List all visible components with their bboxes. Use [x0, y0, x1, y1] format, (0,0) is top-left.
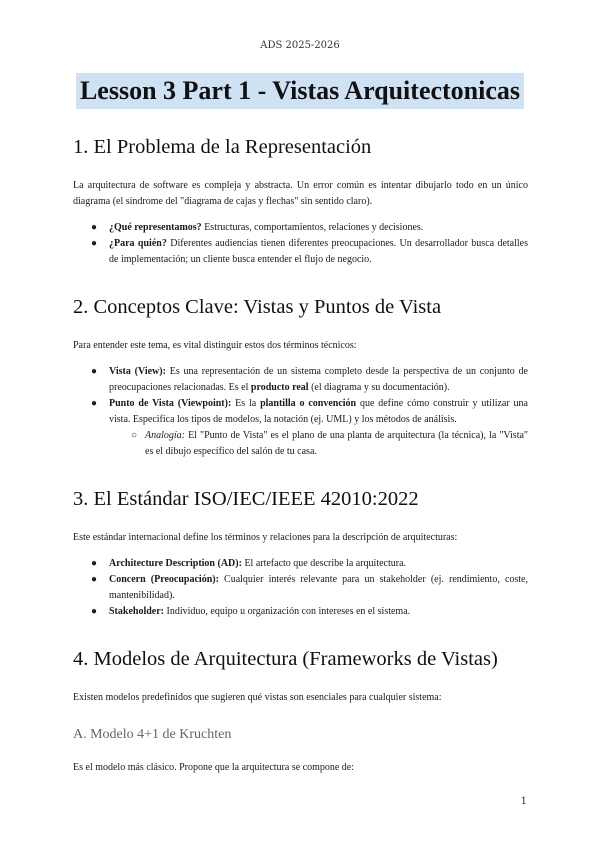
list-item	[73, 396, 528, 428]
term-text: que define cómo construir y utilizar una vista. Especifica los tipos de modelos, la notación (ej. UML) y los métodos de análisis.	[109, 398, 528, 425]
document-title: Lesson 3 Part 1 - Vistas Arquitectonicas	[76, 73, 524, 109]
term-text: Es una representación de un sistema completo desde la perspectiva de un conjunto de preocupaciones relacionadas. Es el	[109, 366, 528, 393]
section-3-list	[73, 556, 528, 620]
analogy-label: Analogía:	[145, 430, 185, 441]
term-text: Es la	[231, 398, 261, 409]
list-item	[73, 236, 528, 268]
term-text: (el diagrama y su documentación).	[308, 382, 450, 393]
term-text: Cualquier interés relevante para un stakeholder (ej. rendimiento, coste, mantenibilidad).	[109, 574, 528, 601]
section-1-paragraph: La arquitectura de software es compleja y abstracta. Un error común es intentar dibujarlo todo en un único diagrama (el síndrome del "diagrama de cajas y flechas" sin sentido claro).	[73, 180, 528, 207]
term-text: El artefacto que describe la arquitectura.	[241, 558, 407, 569]
subsection-heading: A. Modelo 4+1 de Kruchten	[73, 727, 232, 742]
term-label: Stakeholder:	[109, 606, 164, 617]
bullet-icon: ●	[91, 558, 98, 569]
list-item	[73, 572, 528, 604]
analogy-text: El "Punto de Vista" es el plano de una planta de arquitectura (la técnica), la "Vista" es el dibujo específico del salón de tu casa.	[145, 430, 528, 457]
title-container	[0, 73, 600, 109]
bullet-icon: ●	[91, 606, 98, 617]
page-number: 1	[520, 796, 527, 807]
bullet-icon: ●	[91, 238, 98, 249]
bullet-icon: ●	[91, 398, 98, 409]
term-emphasis: producto real	[250, 382, 309, 393]
section-4-paragraph: Existen modelos predefinidos que sugieren qué vistas son esenciales para cualquier sistema:	[73, 692, 442, 703]
term-label: Vista (View):	[109, 366, 166, 377]
section-2-paragraph: Para entender este tema, es vital distinguir estos dos términos técnicos:	[73, 340, 357, 351]
term-label: Architecture Description (AD):	[109, 558, 242, 569]
section-1-heading: 1. El Problema de la Representación	[73, 136, 372, 158]
term-label: Concern (Preocupación):	[109, 574, 219, 585]
bullet-icon: ●	[91, 574, 98, 585]
term-text: Diferentes audiencias tienen diferentes preocupaciones. Un desarrollador busca detalles de implementación; un cliente busca entender el flujo de negocio.	[109, 238, 529, 265]
sub-bullet-icon: ○	[131, 430, 138, 441]
term-label: ¿Qué representamos?	[109, 222, 202, 233]
term-text: Individuo, equipo u organización con intereses en el sistema.	[164, 606, 411, 617]
document-body	[73, 130, 528, 776]
list-item	[73, 556, 528, 572]
term-label: Punto de Vista (Viewpoint):	[109, 398, 232, 409]
section-2-heading: 2. Conceptos Clave: Vistas y Puntos de Vista	[73, 296, 442, 318]
list-item	[73, 364, 528, 396]
list-item	[73, 220, 528, 236]
section-1-list	[73, 220, 528, 268]
section-3-paragraph: Este estándar internacional define los términos y relaciones para la descripción de arquitecturas:	[73, 532, 458, 543]
term-label: ¿Para quién?	[109, 238, 167, 249]
running-header: ADS 2025-2026	[260, 40, 340, 51]
term-text: Estructuras, comportamientos, relaciones y decisiones.	[201, 222, 424, 233]
sub-list-item	[73, 428, 528, 460]
subsection-paragraph: Es el modelo más clásico. Propone que la arquitectura se compone de:	[73, 762, 355, 773]
bullet-icon: ●	[91, 366, 98, 377]
list-item	[73, 604, 528, 620]
section-2-list	[73, 364, 528, 460]
section-4-heading: 4. Modelos de Arquitectura (Frameworks de Vistas)	[73, 648, 498, 670]
section-3-heading: 3. El Estándar ISO/IEC/IEEE 42010:2022	[73, 488, 419, 510]
bullet-icon: ●	[91, 222, 98, 233]
term-emphasis: plantilla o convención	[260, 398, 357, 409]
